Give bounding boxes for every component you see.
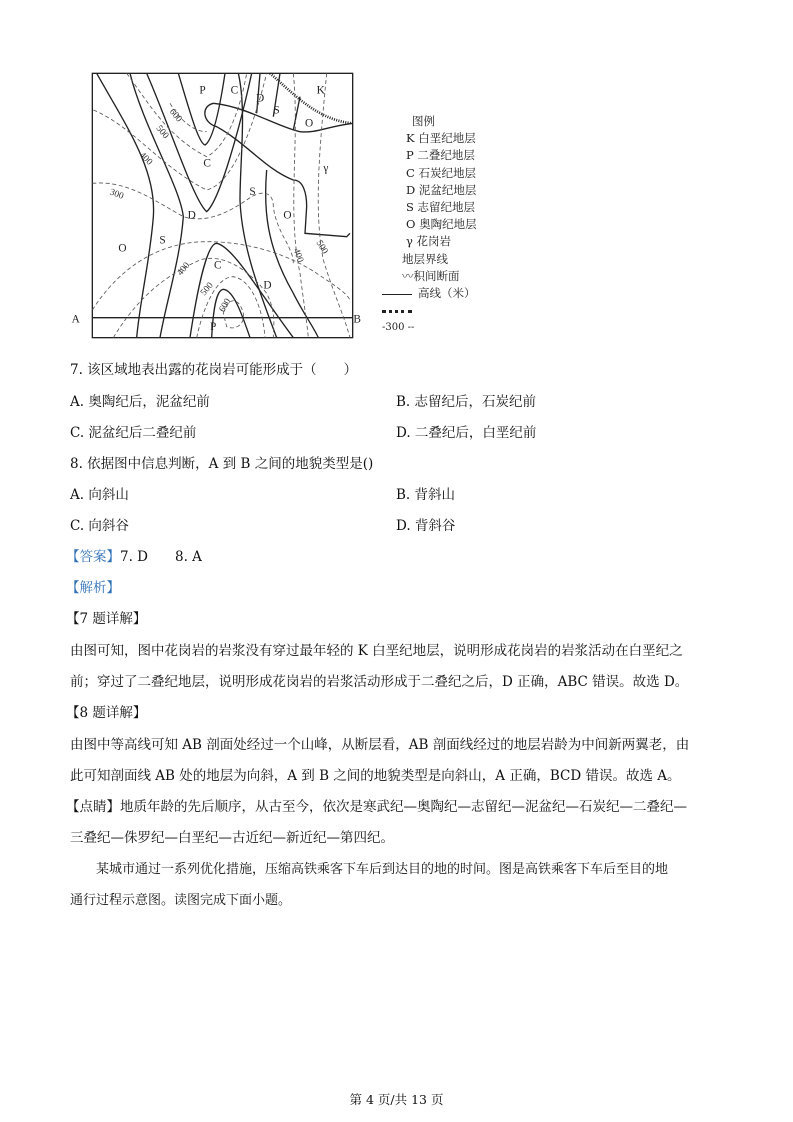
q8-option-d: D. 背斜谷 <box>396 518 456 534</box>
answer-line <box>66 545 202 565</box>
unconformity-sample <box>382 302 412 313</box>
analysis-label: 【解析】 <box>66 580 120 596</box>
stratum-boundaries <box>97 73 319 337</box>
q7-option-b: B. 志留纪后，石炭纪前 <box>396 394 537 410</box>
q7-option-a: A. 奥陶纪后，泥盆纪前 <box>70 394 210 410</box>
stratum-label: S <box>159 234 166 247</box>
stratum-label: γ <box>323 162 329 175</box>
contour-label: 500 <box>313 238 330 256</box>
tip-text: 地质年龄的先后顺序，从古至今，依次是寒武纪—奥陶纪—志留纪—泥盆纪—石炭纪—二叠纪— <box>120 799 687 815</box>
legend-item: P 二叠纪地层 <box>406 148 475 163</box>
contour-label: 400 <box>136 150 154 168</box>
contour-label: 500 <box>153 123 171 141</box>
detail-8-text: 此可知剖面线 AB 处的地层为向斜，A 到 B 之间的地貌类型是向斜山，A 正确，BCD 错误。故选 A。 <box>70 768 681 784</box>
tip-text: 三叠纪—侏罗纪—白垩纪—古近纪—新近纪—第四纪。 <box>70 830 394 846</box>
stratum-label: C <box>230 84 239 97</box>
legend-item: C 石炭纪地层 <box>406 165 476 180</box>
map-frame <box>92 73 352 337</box>
legend-item: K 白垩纪地层 <box>406 131 476 146</box>
stratum-label: C <box>203 157 211 170</box>
q7-option-c: C. 泥盆纪后二叠纪前 <box>70 425 197 441</box>
stratum-label: C <box>214 259 222 272</box>
legend-item: D 泥盆纪地层 <box>406 182 477 197</box>
stratum-label: S <box>273 104 280 117</box>
q7-stem: 7. 该区域地表出露的花岗岩可能形成于（ ） <box>70 362 358 378</box>
contour-label: 500 <box>198 280 216 298</box>
detail-8-label: 【8 题详解】 <box>66 705 147 721</box>
map-label-a: A <box>71 313 80 326</box>
map-legend <box>382 113 477 336</box>
contour-sample: -300 -- <box>382 322 415 334</box>
answer-text: 7. D 8. A <box>120 549 202 565</box>
contour-label: 400 <box>290 247 305 264</box>
stratum-label: O <box>305 117 314 130</box>
legend-item: S 志留纪地层 <box>406 200 476 215</box>
detail-8-text: 由图中等高线可知 AB 剖面处经过一个山峰，从断层看，AB 剖面线经过的地层岩龄为中间新两翼老，由 <box>70 737 690 753</box>
legend-item: 高线（米） <box>418 286 476 301</box>
stratum-label: O <box>283 209 292 222</box>
granite-intrusion-boundary <box>205 103 353 236</box>
legend-row <box>382 285 477 302</box>
q8-option-c: C. 向斜谷 <box>70 518 129 534</box>
contour-label: 600 <box>217 297 234 315</box>
stratum-label: P <box>210 321 217 333</box>
geologic-map <box>60 60 370 350</box>
intro-text: 某城市通过一系列优化措施，压缩高铁乘客下车后到达目的地的时间。图是高铁乘客下车后至目的地 <box>70 862 669 877</box>
stratum-label: O <box>118 242 127 255</box>
q8-option-b: B. 背斜山 <box>396 487 456 503</box>
detail-7-text: 由图可知，图中花岗岩的岩浆没有穿过最年轻的 K 白垩纪地层，说明形成花岗岩的岩浆活动在白垩纪之 <box>70 643 683 659</box>
page-footer: 第 4 页/共 13 页 <box>349 1092 444 1107</box>
stratum-label: K <box>316 84 325 97</box>
legend-item: O 奥陶纪地层 <box>406 217 477 232</box>
legend-title: 图例 <box>412 114 435 128</box>
answer-label: 【答案】 <box>66 549 120 565</box>
boundary-line-sample <box>382 294 412 295</box>
map-label-b: B <box>353 313 361 326</box>
stratum-label: P <box>199 84 206 97</box>
contour-label: 600 <box>166 107 184 125</box>
stratum-label: D <box>187 209 196 222</box>
legend-item: γ 花岗岩 <box>406 234 452 249</box>
legend-item: 〰积间断面 <box>402 268 460 283</box>
q8-option-a: A. 向斜山 <box>70 487 129 503</box>
contour-lines <box>92 73 350 337</box>
contour-label: 400 <box>175 260 193 278</box>
contour-label: 300 <box>108 187 125 202</box>
stratum-label: D <box>256 92 265 105</box>
q8-stem: 8. 依据图中信息判断，A 到 B 之间的地貌类型是() <box>70 456 374 472</box>
stratum-label: D <box>263 279 272 292</box>
q7-option-d: D. 二叠纪后，白垩纪前 <box>396 425 537 441</box>
intro-text: 通行过程示意图。读图完成下面小题。 <box>70 893 292 908</box>
detail-7-label: 【7 题详解】 <box>66 611 147 627</box>
tip-label: 【点睛】 <box>66 799 120 815</box>
detail-7-text: 前；穿过了二叠纪地层，说明形成花岗岩的岩浆活动形成于二叠纪之后，D 正确，ABC 错误。故选 D。 <box>70 674 689 690</box>
unconformity-line <box>270 73 353 123</box>
stratum-label: S <box>249 186 256 198</box>
legend-item: 地层界线 <box>402 251 448 266</box>
tip-line <box>66 795 687 815</box>
